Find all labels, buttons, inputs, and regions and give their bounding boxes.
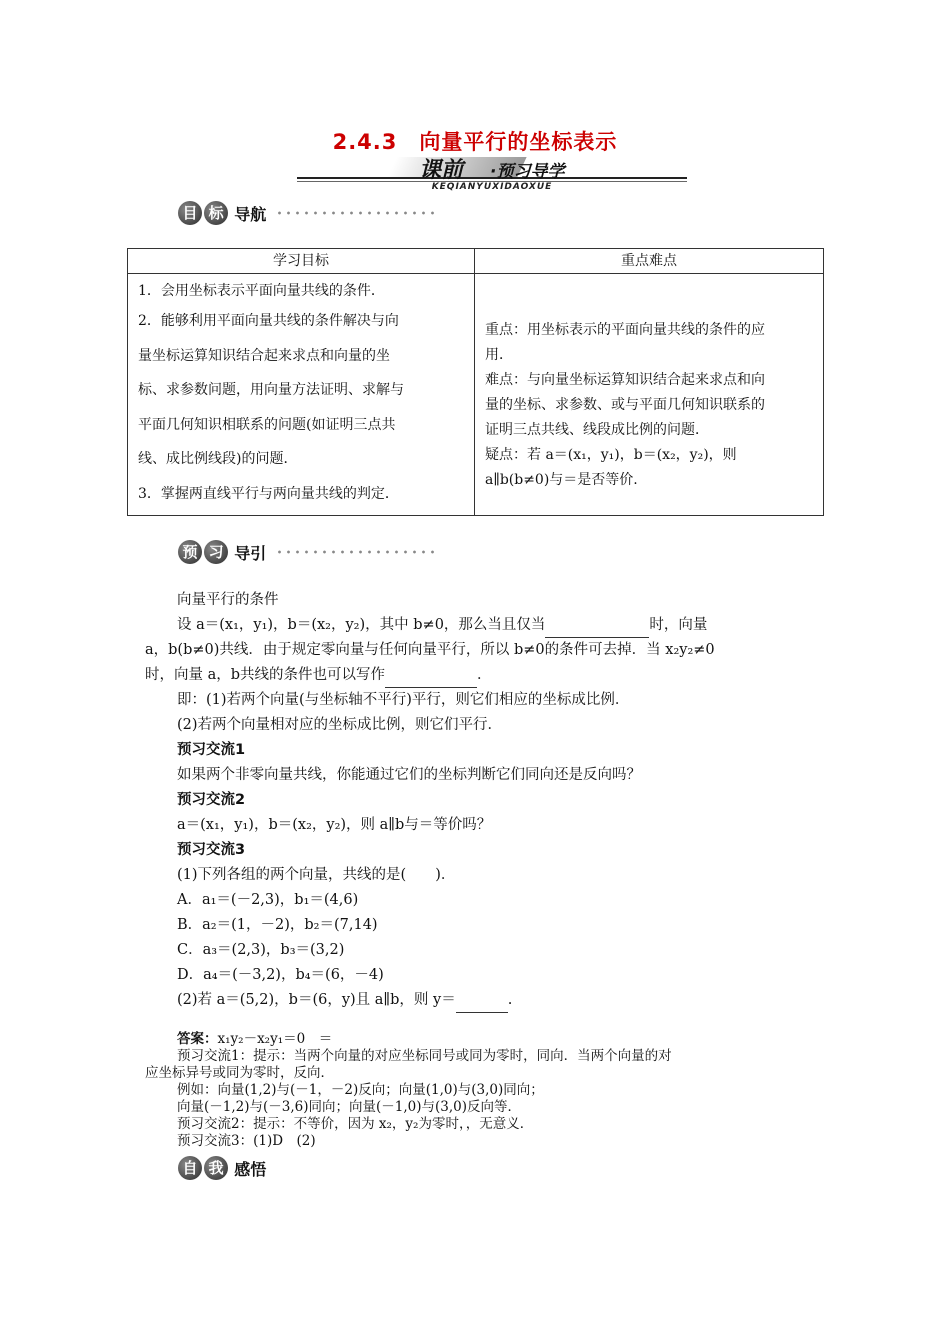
- answer-line: 例如：向量(1,2)与(－1，－2)反向；向量(1,0)与(3,0)同向；: [177, 1082, 544, 1098]
- section-title: 导引: [234, 543, 267, 563]
- goal-line: 标、求参数问题，用向量方法证明、求解与: [138, 382, 404, 398]
- section-badge-icon: 标: [204, 201, 228, 225]
- answer-line: 向量(－1,2)与(－3,6)同向；向量(－1,0)与(3,0)反向等．: [177, 1099, 522, 1115]
- key-point-line: 证明三点共线、线段成比例的问题．: [485, 422, 709, 438]
- goal-line: 量坐标运算知识结合起来求点和向量的坐: [138, 347, 390, 364]
- goal-line: 线、成比例线段)的问题．: [138, 451, 298, 467]
- section-badge-icon: 习: [204, 540, 228, 564]
- goals-table: [127, 248, 824, 516]
- section-badge-icon: 我: [204, 1156, 228, 1180]
- exercise-option: B．a₂＝(1，－2)，b₂＝(7,14): [177, 917, 378, 933]
- key-point-line: 重点：用坐标表示的平面向量共线的条件的应: [485, 322, 765, 338]
- key-point-line: 用．: [485, 347, 513, 363]
- goal-line: 1．会用坐标表示平面向量共线的条件．: [138, 283, 385, 299]
- preview-body: [145, 588, 810, 1013]
- preview-paragraph: 设 a＝(x₁，y₁)，b＝(x₂，y₂)，其中 b≠0，那么当且仅当 时，向量: [145, 613, 810, 638]
- goal-line: 3．掌握两直线平行与两向量共线的判定．: [138, 485, 399, 502]
- banner-pinyin: KEQIANYUXIDAOXUE: [431, 182, 553, 192]
- section-badge-icon: 预: [178, 540, 202, 564]
- preview-heading: 向量平行的条件: [177, 592, 279, 608]
- banner-main: 课前: [419, 158, 464, 183]
- section-badge-icon: 目: [178, 201, 202, 225]
- preview-paragraph: 时，向量 a，b共线的条件也可以写作 ．: [145, 663, 810, 688]
- answer-line: 应坐标异号或同为零时，反向．: [145, 1065, 334, 1081]
- dotted-leader: [275, 208, 435, 218]
- exercise-title: 预习交流3: [177, 842, 246, 858]
- answer-line: 预习交流3：(1)D (2): [177, 1133, 316, 1149]
- answer-line: 预习交流2：提示：不等价，因为 x₂，y₂为零时，，无意义．: [177, 1116, 534, 1132]
- exercise-option: D．a₄＝(－3,2)，b₄＝(6，－4): [177, 967, 384, 983]
- reflect-section-header: [178, 1156, 266, 1182]
- key-point-line: 量的坐标、求参数、或与平面几何知识联系的: [485, 397, 765, 413]
- section-title: 导航: [234, 204, 267, 224]
- exercise-title: 预习交流2: [177, 792, 246, 808]
- key-point-line: 难点：与向量坐标运算知识结合起来求点和向: [485, 372, 765, 388]
- answers-block: [145, 1031, 810, 1150]
- answer-line: 答案：x₁y₂－x₂y₁＝0 ＝: [177, 1031, 333, 1047]
- goals-section-header: [178, 201, 435, 227]
- learning-goals-cell: [128, 274, 475, 516]
- banner-sub: ·预习导学: [490, 162, 565, 182]
- key-point-line: 疑点：若 a＝(x₁，y₁)，b＝(x₂，y₂)，则: [485, 447, 737, 463]
- key-point-line: a∥b(b≠0)与＝是否等价.: [485, 472, 638, 488]
- preview-paragraph: 即：(1)若两个向量(与坐标轴不平行)平行，则它们相应的坐标成比例．: [177, 692, 630, 708]
- exercise-body: a＝(x₁，y₁)，b＝(x₂，y₂)，则 a∥b与＝等价吗？: [177, 817, 492, 833]
- exercise-question: (2)若 a＝(5,2)，b＝(6，y)且 a∥b，则 y＝ .: [145, 988, 810, 1013]
- table-header: 学习目标: [128, 249, 475, 274]
- key-points-cell: [475, 274, 824, 516]
- exercise-question: (1)下列各组的两个向量，共线的是( )．: [177, 867, 456, 883]
- table-header: 重点难点: [475, 249, 824, 274]
- exercise-option: C．a₃＝(2,3)，b₃＝(3,2): [177, 942, 345, 958]
- exercise-body: 如果两个非零向量共线，你能通过它们的坐标判断它们同向还是反向吗？: [177, 767, 641, 783]
- goal-line: 平面几何知识相联系的问题(如证明三点共: [138, 416, 396, 433]
- section-banner: [297, 155, 687, 195]
- answer-line: 预习交流1：提示：当两个向量的对应坐标同号或同为零时，同向．当两个向量的对: [177, 1048, 672, 1064]
- goal-line: 2．能够利用平面向量共线的条件解决与向: [138, 313, 399, 329]
- page-title: 2.4.3 向量平行的坐标表示: [332, 130, 618, 154]
- dotted-leader: [275, 547, 435, 557]
- preview-paragraph: (2)若两个向量相对应的坐标成比例，则它们平行．: [177, 717, 503, 733]
- exercise-title: 预习交流1: [177, 742, 246, 758]
- answer-blank[interactable]: [456, 1012, 508, 1013]
- section-badge-icon: 自: [178, 1156, 202, 1180]
- preview-paragraph: a，b(b≠0)共线．由于规定零向量与任何向量平行，所以 b≠0的条件可去掉．当 x₂y₂≠0: [145, 642, 715, 658]
- exercise-option: A．a₁＝(－2,3)，b₁＝(4,6): [177, 892, 359, 908]
- preview-section-header: [178, 540, 435, 566]
- section-title: 感悟: [234, 1159, 267, 1179]
